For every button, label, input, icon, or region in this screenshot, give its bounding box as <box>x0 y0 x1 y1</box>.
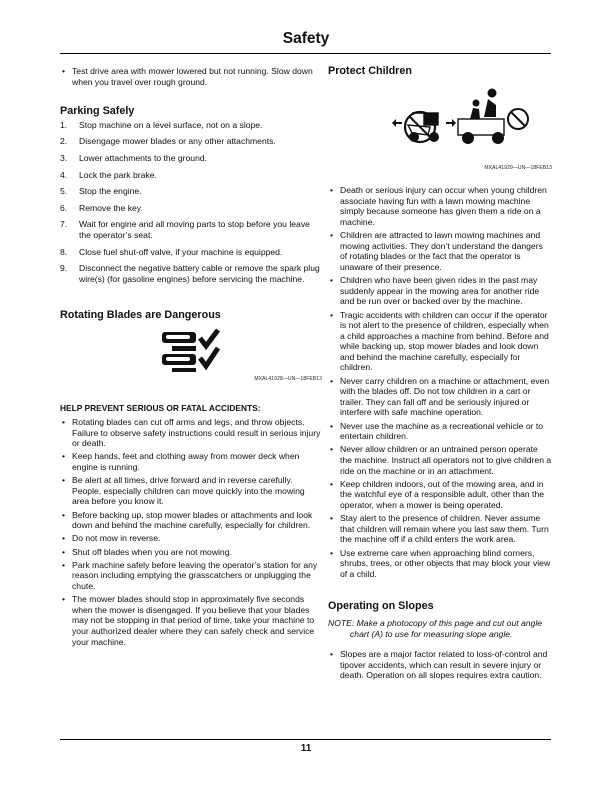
list-item: • Test drive area with mower lowered but not running. Slow down when you travel over rough ground. <box>60 66 322 87</box>
list-item: 4. Lock the park brake. <box>60 169 157 180</box>
child-mower-hazard-icon <box>328 83 552 153</box>
intro-bullets <box>60 66 322 87</box>
children-heading: Protect Children <box>328 65 412 77</box>
list-item: 6. Remove the key. <box>60 202 143 213</box>
header-rule <box>60 53 551 54</box>
blade-hazard-figure <box>60 328 322 372</box>
list-item: 5. Stop the engine. <box>60 186 142 197</box>
blades-heading: Rotating Blades are Dangerous <box>60 309 221 322</box>
left-column <box>60 66 322 650</box>
list-item: • Be alert at all times, drive forward and in reverse carefully. People, especially children can move quickly into the mowing area before you know it. <box>60 475 322 507</box>
list-item: • Stay alert to the presence of children. Never assume that children will remain where you last saw them. Turn the machine off if a child enters the work area. <box>328 513 552 545</box>
list-item: 8. Close fuel shut-off valve, if your machine is equipped. <box>60 246 283 257</box>
parking-heading: Parking Safely <box>60 105 135 118</box>
figure-caption: MXAL41929—UN—18FEB13 <box>484 164 552 171</box>
list-item: • Keep hands, feet and clothing away from mower deck when engine is running. <box>60 451 322 472</box>
list-item: • Slopes are a major factor related to loss-of-control and tipover accidents, which can result in severe injury or death. Operation on all slopes requires extra caution. <box>328 649 552 681</box>
figure-caption: MXAL41928—UN—18FEB13 <box>254 375 322 382</box>
slopes-note: NOTE: Make a photocopy of this page and cut out angle chart (A) to use for measuring slope angle. <box>328 617 543 639</box>
list-item: 1. Stop machine on a level surface, not on a slope. <box>60 119 263 130</box>
list-item: 9. Disconnect the negative battery cable or remove the spark plug wire(s) (for gasoline engines) before servicing the machine. <box>60 263 320 284</box>
list-item: 3. Lower attachments to the ground. <box>60 152 208 163</box>
list-item: • Rotating blades can cut off arms and legs, and throw objects. Failure to observe safety instructions could result in serious injury or death. <box>60 417 322 449</box>
list-item: • Never use the machine as a recreational vehicle or to entertain children. <box>328 421 552 442</box>
list-item: • Never allow children or an untrained person operate the machine. Instruct all operators not to give children a ride on the machine or in an attachment. <box>328 444 552 476</box>
children-hazard-figure <box>328 83 552 153</box>
parking-steps <box>60 120 322 285</box>
blades-subheading: HELP PREVENT SERIOUS OR FATAL ACCIDENTS: <box>60 402 261 413</box>
slopes-bullets <box>328 649 552 681</box>
list-item: 2. Disengage mower blades or any other attachments. <box>60 136 276 147</box>
list-item: 7. Wait for engine and all moving parts to stop before you leave the operator’s seat. <box>60 219 310 240</box>
page-title: Safety <box>282 30 330 47</box>
blades-bullets <box>60 417 322 647</box>
list-item: • Children who have been given rides in the past may suddenly appear in the mowing area for another ride and be run over or backed over by the machine. <box>328 275 552 307</box>
list-item: • Do not mow in reverse. <box>60 533 322 544</box>
list-item: • Shut off blades when you are not mowing. <box>60 547 322 558</box>
children-bullets <box>328 185 552 579</box>
list-item: • Park machine safely before leaving the operator’s station for any reason including emptying the grasscatchers or unplugging the chute. <box>60 560 322 592</box>
right-column <box>328 66 552 683</box>
list-item: • Use extreme care when approaching blind corners, shrubs, trees, or other objects that may block your view of a child. <box>328 548 552 580</box>
blade-hazard-icon <box>60 328 322 372</box>
list-item: • The mower blades should stop in approximately five seconds when the mower is disengaged. If you believe that your blades may not be stopping in that period of time, take your machine to your authorized dealer where they can safely check and service your machine. <box>60 594 322 647</box>
list-item: • Tragic accidents with children can occur if the operator is not alert to the presence of children, especially when a child approaches a machine from behind. Before and while backing up, stop mower blades and look down and behind the machine carefully, especially for children. <box>328 310 552 374</box>
list-item: • Before backing up, stop mower blades or attachments and look down and behind the machine carefully, especially for children. <box>60 510 322 531</box>
slopes-heading: Operating on Slopes <box>328 600 434 613</box>
list-item: • Never carry children on a machine or attachment, even with the blades off. Do not tow children in a cart or trailer. They can fall off and be seriously injured or interfere with safe machine operation. <box>328 376 552 418</box>
list-item: • Keep children indoors, out of the mowing area, and in the watchful eye of a responsible adult, other than the operator, when a mower is being operated. <box>328 479 552 511</box>
page-number: 11 <box>300 743 312 754</box>
list-item: • Children are attracted to lawn mowing machines and mowing activities. They don’t understand the dangers of rotating blades or the fact that the operator is unaware of their presence. <box>328 230 552 272</box>
list-item: • Death or serious injury can occur when young children associate having fun with a lawn mowing machine simply because someone has given them a ride on a machine. <box>328 185 552 227</box>
footer-rule <box>60 739 551 740</box>
